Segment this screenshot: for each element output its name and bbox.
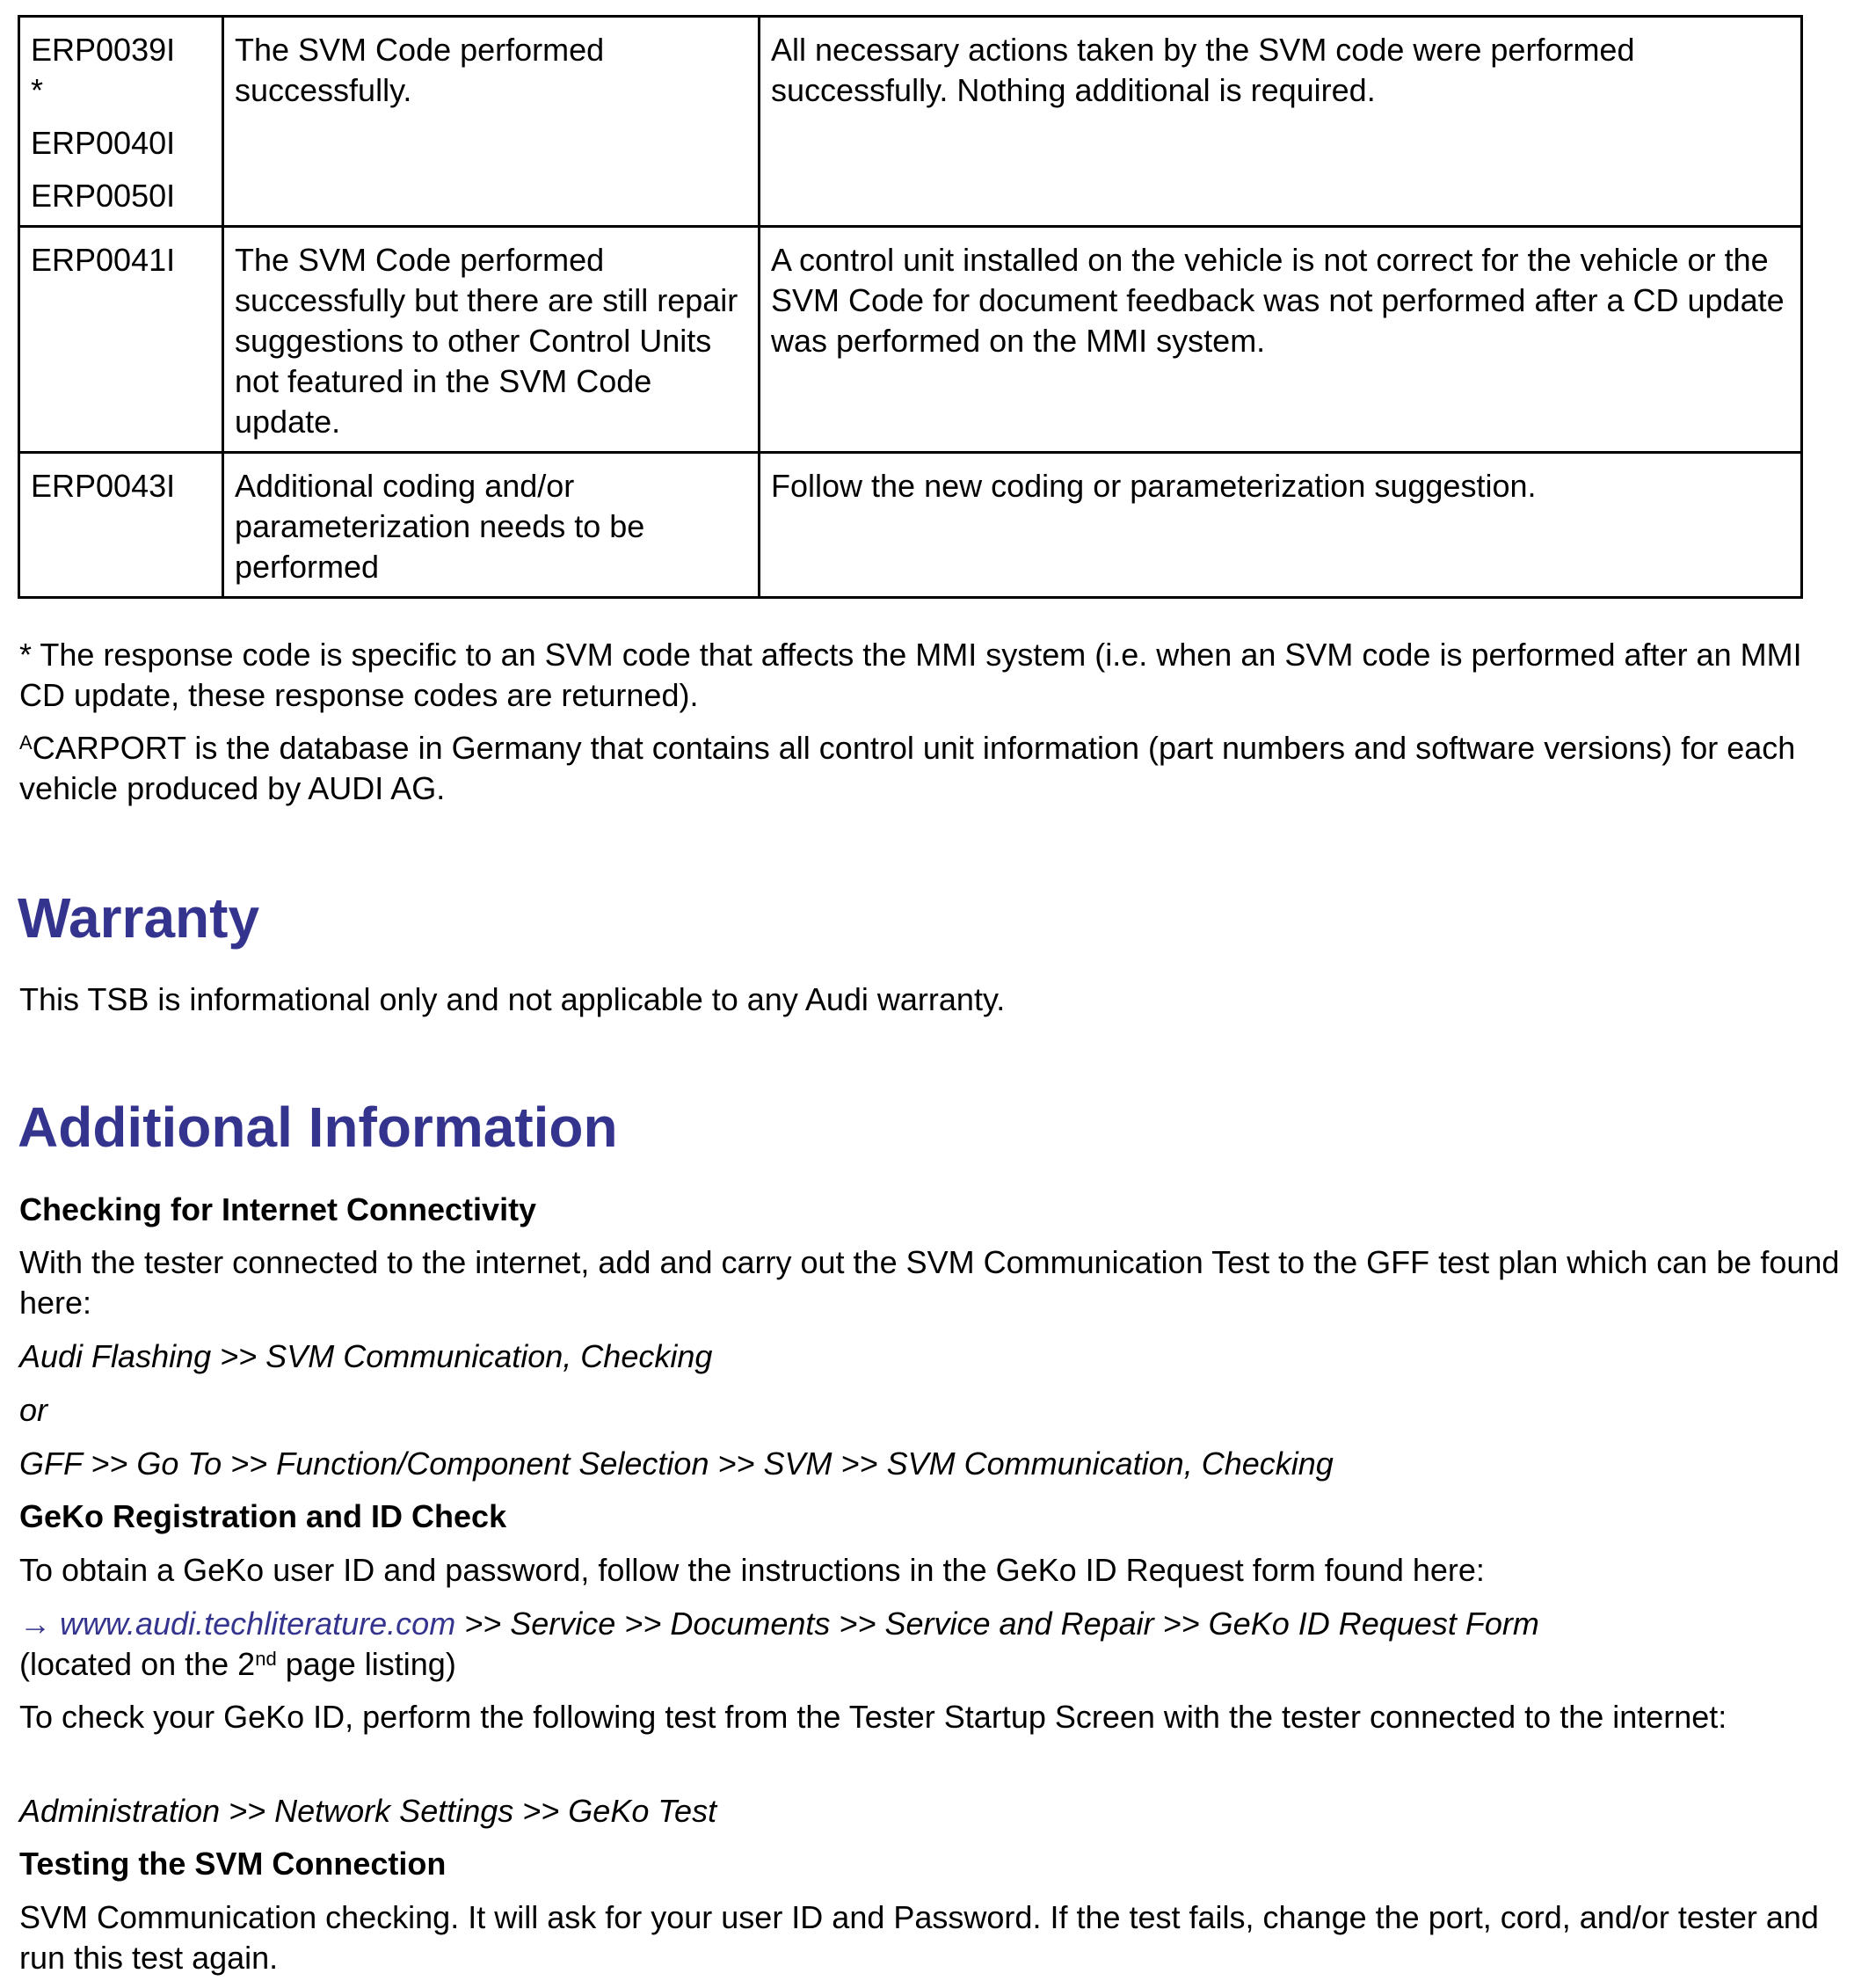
table-row [19, 17, 1802, 227]
menu-path: Audi Flashing >> SVM Communication, Checking [19, 1338, 713, 1374]
additional-info-heading: Additional Information [18, 1096, 618, 1159]
located-text-end: page listing) [276, 1646, 456, 1682]
warranty-text: This TSB is informational only and not applicable to any Audi warranty. [19, 981, 1006, 1017]
geko-form-path: >> Service >> Documents >> Service and Repair >> GeKo ID Request Form [455, 1606, 1539, 1642]
geko-link-paragraph [19, 1604, 1848, 1685]
response-code: ERP0040I [31, 125, 176, 161]
code-cell [19, 227, 223, 453]
response-code: ERP0041I [31, 242, 176, 278]
code-cell [19, 17, 223, 227]
ordinal-suffix: nd [255, 1648, 277, 1670]
description-cell: The SVM Code performed successfully. [223, 17, 760, 227]
carport-footnote [19, 728, 1813, 809]
table-row [19, 453, 1802, 598]
action-cell: Follow the new coding or parameterization suggestion. [760, 453, 1802, 598]
asterisk-footnote: * The response code is specific to an SVM code that affects the MMI system (i.e. when an SVM code is performed after an MMI CD update, these response codes are returned). [19, 637, 1802, 713]
response-code: ERP0039I [31, 32, 176, 68]
techliterature-link[interactable]: → www.audi.techliterature.com [19, 1606, 456, 1642]
asterisk-marker: * [31, 72, 44, 108]
description-cell: Additional coding and/or parameterization needs to be performed [223, 453, 760, 598]
response-code: ERP0043I [31, 468, 176, 504]
footnotes [19, 635, 1813, 809]
carport-footnote-text: CARPORT is the database in Germany that contains all control unit information (part numbers and software versions) for each vehicle produced by AUDI AG. [19, 730, 1796, 806]
footnote-marker: A [19, 732, 33, 754]
geko-text: To obtain a GeKo user ID and password, follow the instructions in the GeKo ID Request form found here: [19, 1552, 1485, 1588]
table-row [19, 227, 1802, 453]
action-cell: A control unit installed on the vehicle is not correct for the vehicle or the SVM Code for document feedback was not performed after a CD update was performed on the MMI system. [760, 227, 1802, 453]
action-cell: All necessary actions taken by the SVM code were performed successfully. Nothing additional is required. [760, 17, 1802, 227]
svm-text: SVM Communication checking. It will ask for your user ID and Password. If the test fails, change the port, cord, and/or tester and run this test again. [19, 1899, 1819, 1976]
warranty-heading: Warranty [18, 886, 260, 950]
response-code: ERP0050I [31, 178, 176, 214]
or-text: or [19, 1392, 48, 1428]
geko-subheading: GeKo Registration and ID Check [19, 1498, 507, 1534]
check-text: To check your GeKo ID, perform the following test from the Tester Startup Screen with the tester connected to the internet: [19, 1699, 1727, 1735]
connectivity-text: With the tester connected to the internet, add and carry out the SVM Communication Test to the GFF test plan which can be found here: [19, 1244, 1840, 1321]
response-code-table [18, 15, 1803, 599]
svm-subheading: Testing the SVM Connection [19, 1846, 447, 1882]
menu-path: Administration >> Network Settings >> GeKo Test [19, 1793, 717, 1829]
located-text: (located on the 2 [19, 1646, 256, 1682]
description-cell: The SVM Code performed successfully but there are still repair suggestions to other Control Units not featured in the SVM Code update. [223, 227, 760, 453]
connectivity-subheading: Checking for Internet Connectivity [19, 1191, 537, 1227]
menu-path: GFF >> Go To >> Function/Component Selection >> SVM >> SVM Communication, Checking [19, 1445, 1334, 1482]
code-cell [19, 453, 223, 598]
